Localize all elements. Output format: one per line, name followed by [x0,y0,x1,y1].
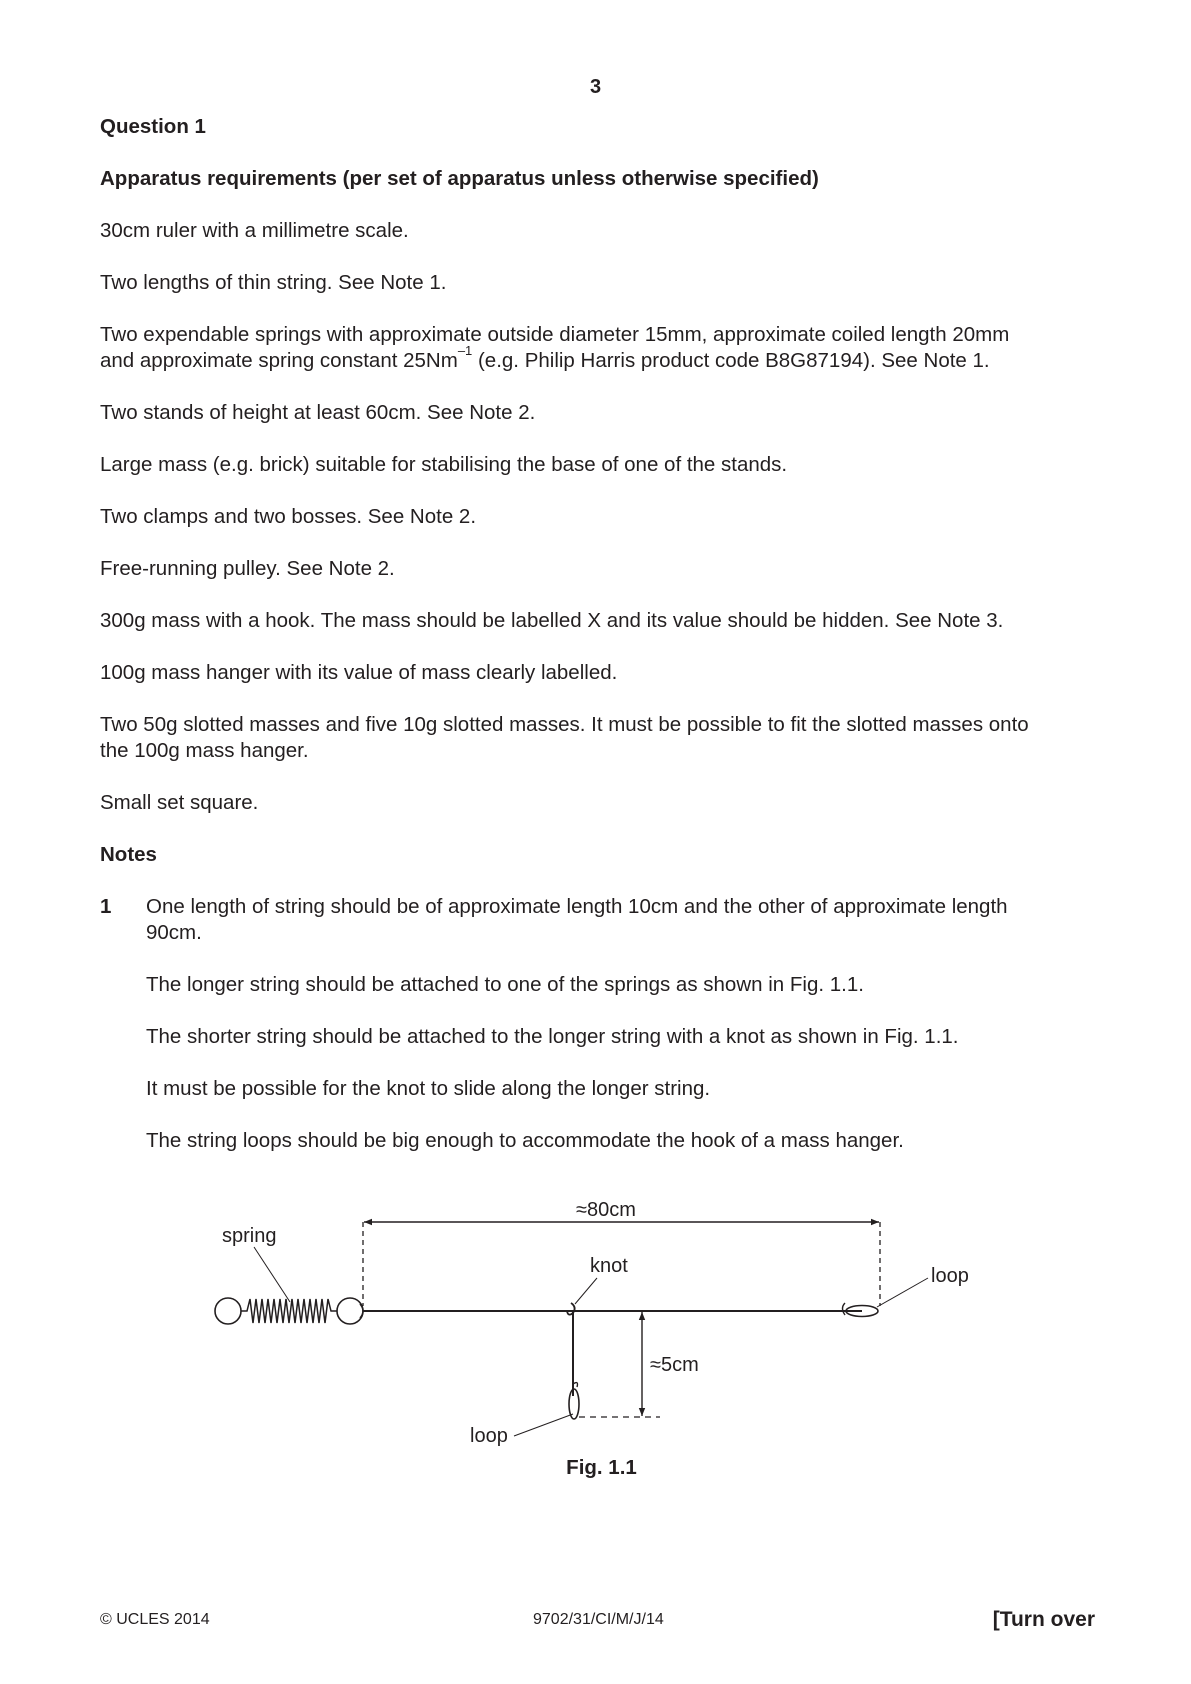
note-number: 1 [100,895,112,918]
apparatus-large-mass: Large mass (e.g. brick) suitable for stabilising the base of one of the stands. [100,453,788,476]
apparatus-heading: Apparatus requirements (per set of apparatus unless otherwise specified) [100,167,819,190]
apparatus-pulley: Free-running pulley. See Note 2. [100,557,395,580]
question-heading: Question 1 [100,115,206,138]
apparatus-clamps: Two clamps and two bosses. See Note 2. [100,505,477,528]
springs-line2-post: (e.g. Philip Harris product code B8G87194). See Note 1. [472,349,990,372]
label-loop-right: loop [931,1265,969,1287]
apparatus-springs-line1: Two expendable springs with approximate outside diameter 15mm, approximate coiled length 20mm [100,323,1010,346]
note1-line2: 90cm. [146,921,202,944]
note1-paragraph5: The string loops should be big enough to accommodate the hook of a mass hanger. [146,1129,904,1152]
page-number: 3 [589,76,602,98]
note1-paragraph4: It must be possible for the knot to slide along the longer string. [146,1077,711,1100]
apparatus-string: Two lengths of thin string. See Note 1. [100,271,447,294]
springs-line2-superscript: –1 [457,343,473,359]
loop-right-leader-line [877,1278,928,1307]
apparatus-stands: Two stands of height at least 60cm. See Note 2. [100,401,536,424]
label-80cm: ≈80cm [576,1199,636,1221]
springs-line2-pre: and approximate spring constant 25Nm [100,349,458,372]
label-loop-bottom: loop [470,1425,508,1447]
spring [215,1298,363,1324]
note1-line1: One length of string should be of approximate length 10cm and the other of approximate length [146,895,1008,918]
label-spring: spring [222,1225,277,1247]
turn-over: [Turn over [992,1608,1095,1631]
footer-copyright: © UCLES 2014 [100,1611,210,1628]
dimension-5cm [579,1312,660,1417]
notes-heading: Notes [100,843,157,866]
apparatus-ruler: 30cm ruler with a millimetre scale. [100,219,409,242]
label-5cm: ≈5cm [650,1354,699,1376]
spring-leader-line [254,1247,290,1302]
apparatus-mass-hanger: 100g mass hanger with its value of mass clearly labelled. [100,661,618,684]
label-knot: knot [590,1255,628,1277]
figure-caption: Fig. 1.1 [566,1456,637,1479]
slotted-line2: the 100g mass hanger. [100,739,309,762]
slotted-line1: Two 50g slotted masses and five 10g slotted masses. It must be possible to fit the slotted masses onto [100,713,1029,736]
loop-bottom-leader-line [514,1414,573,1436]
apparatus-mass-x: 300g mass with a hook. The mass should be labelled X and its value should be hidden. See Note 3. [100,609,1004,632]
loop-right-tie [843,1303,846,1315]
knot-leader-line [575,1278,597,1304]
apparatus-set-square: Small set square. [100,791,259,814]
footer-code: 9702/31/CI/M/J/14 [533,1611,664,1628]
note1-paragraph3: The shorter string should be attached to the longer string with a knot as shown in Fig. 1.1. [146,1025,959,1048]
note1-paragraph2: The longer string should be attached to one of the springs as shown in Fig. 1.1. [146,973,864,996]
